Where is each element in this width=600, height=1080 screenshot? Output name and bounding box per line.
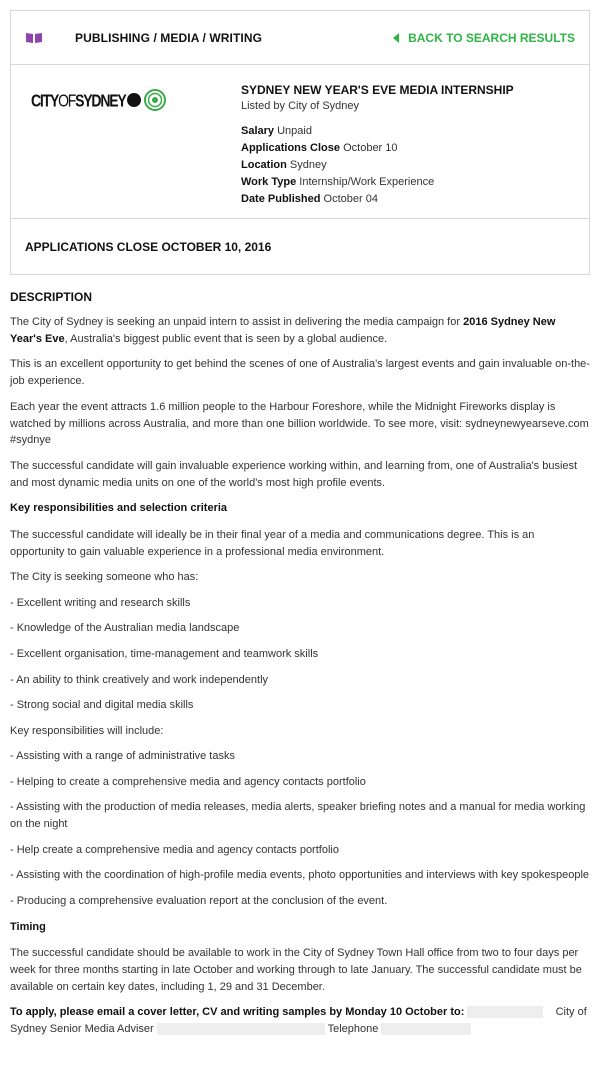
back-arrow-icon <box>393 33 399 43</box>
paragraph: Key responsibilities will include: <box>10 724 164 737</box>
job-description <box>10 284 590 1047</box>
applications-close-banner: APPLICATIONS CLOSE OCTOBER 10, 2016 <box>25 239 272 254</box>
paragraph: The City is seeking someone who has: <box>10 571 199 584</box>
location-row: Location Sydney <box>241 159 327 171</box>
paragraph: The successful candidate should be available to work in the City of Sydney Town Hall office from two to four days per week for three months starting in late October and working through to late January. The successful candidate must be available on certain key dates, including 1, 29 and 31 December. <box>10 947 582 993</box>
category-label: PUBLISHING / MEDIA / WRITING <box>75 30 263 45</box>
nye-badge-icon <box>144 89 166 111</box>
back-link-label: BACK TO SEARCH RESULTS <box>408 30 575 45</box>
paragraph: Each year the event attracts 1.6 million people to the Harbour Foreshore, while the Midnight Fireworks display is watched by millions across Australia, and more than one billion worldwide. To see more, visit: sydneynewyearseve.com #sydnye <box>10 400 589 447</box>
listed-by: Listed by City of Sydney <box>241 100 360 112</box>
city-of-sydney-logo <box>31 89 166 111</box>
list-item: - Excellent organisation, time-management and teamwork skills <box>10 647 319 660</box>
logo-mark-icon <box>127 93 141 107</box>
paragraph: This is an excellent opportunity to get behind the scenes of one of Australia's largest events and gain invaluable on-the-job experience. <box>10 358 590 388</box>
paragraph: The successful candidate will ideally be in their final year of a media and communications degree. This is an opportunity to gain valuable experience in a professional media environment. <box>10 528 535 558</box>
logo-text: CITYOFSYDNEY <box>31 90 126 110</box>
list-item: - Strong social and digital media skills <box>10 699 194 712</box>
job-details <box>241 82 581 208</box>
apply-instructions: To apply, please email a cover letter, CV and writing samples by Monday 10 October to: City of Sydney Senior Media Adviser Telephone <box>10 1006 587 1036</box>
card-header <box>11 11 589 65</box>
job-summary <box>11 65 589 219</box>
applications-close-row: Applications Close October 10 <box>241 142 398 154</box>
back-to-search-results-link[interactable] <box>393 31 575 45</box>
list-item: - Help create a comprehensive media and agency contacts portfolio <box>10 843 339 856</box>
book-icon <box>25 32 43 44</box>
list-item: - Producing a comprehensive evaluation report at the conclusion of the event. <box>10 895 388 908</box>
timing-subheading: Timing <box>10 920 46 933</box>
description-heading: DESCRIPTION <box>10 290 93 304</box>
date-published-row: Date Published October 04 <box>241 193 378 205</box>
responsibilities-subheading: Key responsibilities and selection criteria <box>10 502 228 515</box>
redacted-email <box>467 1006 543 1018</box>
list-item: - Assisting with the production of media releases, media alerts, speaker briefing notes and a manual for media working on the night <box>10 801 586 831</box>
list-item: - Knowledge of the Australian media landscape <box>10 622 240 635</box>
redacted-phone <box>381 1023 471 1035</box>
job-card <box>10 10 590 275</box>
list-item: - An ability to think creatively and work independently <box>10 673 269 686</box>
salary-row: Salary Unpaid <box>241 125 312 137</box>
work-type-row: Work Type Internship/Work Experience <box>241 176 435 188</box>
job-title: SYDNEY NEW YEAR'S EVE MEDIA INTERNSHIP <box>241 83 514 97</box>
list-item: - Assisting with the coordination of high-profile media events, photo opportunities and interviews with key spokespeople <box>10 869 590 882</box>
redacted-name <box>157 1023 325 1035</box>
list-item: - Assisting with a range of administrative tasks <box>10 750 235 763</box>
paragraph: The successful candidate will gain invaluable experience working within, and learning from, one of Australia's busiest and most dynamic media units on one of the world's most high profile events. <box>10 459 578 489</box>
list-item: - Helping to create a comprehensive media and agency contacts portfolio <box>10 775 366 788</box>
list-item: - Excellent writing and research skills <box>10 596 191 609</box>
paragraph: The City of Sydney is seeking an unpaid intern to assist in delivering the media campaign for 2016 Sydney New Year's Eve, Australia's biggest public event that is seen by a global audience. <box>10 316 556 345</box>
